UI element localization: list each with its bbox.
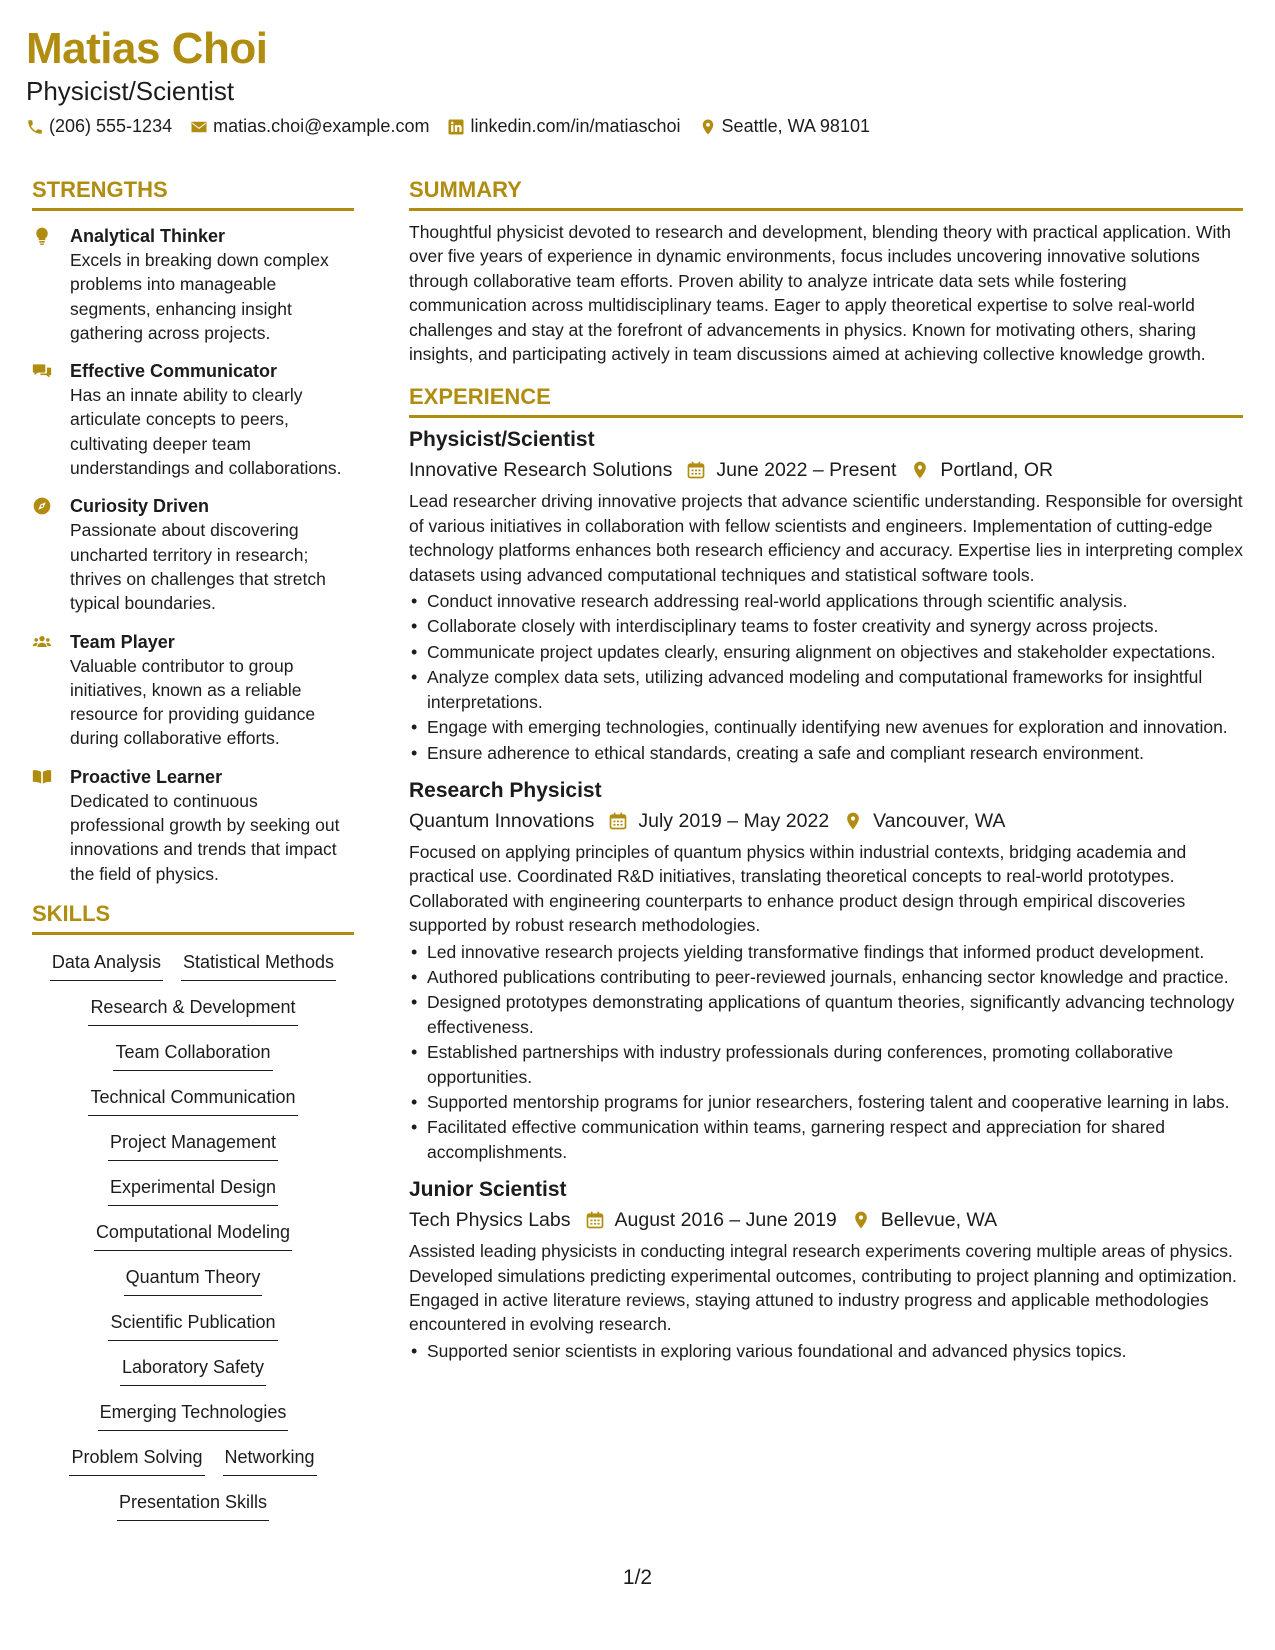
email-link[interactable]: matias.choi@example.com (213, 116, 430, 136)
job-meta (409, 1205, 1243, 1235)
job-dates: June 2022 – Present (716, 459, 897, 482)
skill-tag: Statistical Methods (181, 947, 336, 981)
job-bullet: • Engage with emerging technologies, continually identifying new avenues for exploration and innovation. (409, 715, 1243, 739)
job-bullet: • Designed prototypes demonstrating applications of quantum theories, significantly advancing technology effectiveness. (409, 990, 1243, 1039)
contact-bar (26, 116, 1246, 137)
job-bullet: • Authored publications contributing to peer-reviewed journals, enhancing sector knowledge and practice. (409, 965, 1243, 989)
strength-item (32, 494, 354, 615)
job-company: Tech Physics Labs (409, 1209, 571, 1232)
skills-list (32, 947, 354, 1532)
map-pin-icon (843, 811, 863, 831)
strength-title: Proactive Learner (70, 766, 223, 787)
experience-section (409, 383, 1243, 1363)
contact-email[interactable] (190, 116, 429, 137)
job-company: Innovative Research Solutions (409, 459, 673, 482)
resume-header (26, 24, 1246, 137)
skill-tag: Project Management (108, 1127, 278, 1161)
map-pin-icon (910, 460, 930, 480)
strength-title: Curiosity Driven (70, 496, 210, 517)
calendar-icon (608, 811, 628, 831)
strength-title: Team Player (70, 631, 175, 652)
job-meta (409, 806, 1243, 836)
calendar-icon (686, 460, 706, 480)
candidate-name: Matias Choi (26, 24, 268, 73)
job-bullet: • Led innovative research projects yielding transformative findings that informed product development. (409, 940, 1243, 964)
job-title: Junior Scientist (409, 1178, 567, 1202)
skill-tag: Research & Development (88, 992, 297, 1026)
job-bullet: • Facilitated effective communication within teams, garnering respect and appreciation for shared accomplishments. (409, 1115, 1243, 1164)
calendar-icon (585, 1210, 605, 1230)
job-bullet: • Analyze complex data sets, utilizing advanced modeling and computational frameworks for insightful interpretations. (409, 665, 1243, 714)
page-number: 1/2 (622, 1566, 653, 1589)
job-title: Research Physicist (409, 778, 602, 802)
compass-icon (32, 496, 52, 516)
envelope-icon (190, 118, 208, 136)
strength-item (32, 359, 354, 480)
job-bullet: • Supported mentorship programs for junior researchers, fostering talent and cooperative learning in labs. (409, 1090, 1243, 1114)
skill-tag: Presentation Skills (117, 1487, 269, 1521)
job-location: Bellevue, WA (880, 1209, 998, 1232)
job-entry (409, 777, 1243, 1164)
contact-phone (26, 116, 172, 137)
job-description: Assisted leading physicists in conducting integral research experiments covering multiple areas of physics. Developed simulations predicting experimental outcomes, contributing to project planning and optimization. Engaged in active literature reviews, staying attuned to industry progress and applicable methodologies encountered in evolving research. (409, 1241, 1237, 1335)
skill-tag: Emerging Technologies (98, 1397, 289, 1431)
comments-icon (32, 361, 52, 381)
skills-section (32, 900, 354, 1532)
skill-tag: Computational Modeling (94, 1217, 292, 1251)
job-bullet: • Communicate project updates clearly, ensuring alignment on objectives and stakeholder expectations. (409, 640, 1243, 664)
strength-item (32, 765, 354, 886)
skill-tag: Team Collaboration (113, 1037, 272, 1071)
skill-tag: Laboratory Safety (120, 1352, 266, 1386)
strength-description: Excels in breaking down complex problems into manageable segments, enhancing insight gathering across projects. (70, 250, 329, 343)
job-bullets (409, 1339, 1243, 1363)
job-company: Quantum Innovations (409, 809, 595, 832)
location-text: Seattle, WA 98101 (721, 116, 870, 136)
contact-linkedin[interactable] (447, 116, 680, 137)
linkedin-link[interactable]: linkedin.com/in/matiaschoi (470, 116, 681, 136)
strength-item (32, 630, 354, 751)
job-dates: July 2019 – May 2022 (638, 809, 830, 832)
job-title: Physicist/Scientist (409, 428, 595, 452)
job-entry (409, 426, 1243, 764)
skill-tag: Experimental Design (108, 1172, 278, 1206)
skills-heading: SKILLS (32, 900, 354, 935)
job-dates: August 2016 – June 2019 (614, 1209, 837, 1232)
skill-tag: Quantum Theory (124, 1262, 263, 1296)
job-bullet: • Conduct innovative research addressing real-world applications through scientific analysis. (409, 589, 1243, 613)
strengths-list (32, 224, 354, 886)
left-column (32, 176, 354, 1532)
job-entry (409, 1176, 1243, 1363)
contact-location (699, 116, 870, 137)
experience-heading: EXPERIENCE (409, 383, 1243, 418)
phone-text: (206) 555-1234 (49, 116, 173, 136)
job-location: Portland, OR (940, 459, 1054, 482)
job-description: Focused on applying principles of quantum physics within industrial contexts, bridging academia and practical use. Coordinated R&D initiatives, translating theoretical concepts to real-world prototypes. Collaborated with engineering counterparts to enhance product design through empirical discoveries supported by robust research methodologies. (409, 841, 1187, 936)
summary-text: Thoughtful physicist devoted to research and development, blending theory with practical application. With over five years of experience in dynamic environments, focus includes uncovering innovative solutions through collaborative team efforts. Proven ability to analyze intricate data sets while fostering communication across multidisciplinary teams. Eager to apply theoretical expertise to solve real-world challenges and stay at the forefront of advancements in physics. Known for motivating others, sharing insights, and participating actively in team discussions aimed at achieving collective knowledge growth. (409, 222, 1231, 365)
map-pin-icon (699, 118, 717, 136)
strength-title: Effective Communicator (70, 361, 278, 382)
strength-description: Passionate about discovering uncharted territory in research; thrives on challenges that stretch typical boundaries. (70, 520, 326, 614)
job-meta (409, 455, 1243, 485)
job-description: Lead researcher driving innovative projects that advance scientific understanding. Responsible for oversight of various initiatives in collaboration with fellow scientists and engineers. Implementation of cutting-edge technology platforms enhances both research efficiency and accuracy. Expertise lies in interpreting complex datasets using advanced computational techniques and statistical software tools. (409, 491, 1243, 585)
candidate-title: Physicist/Scientist (26, 76, 235, 106)
skill-tag: Technical Communication (88, 1082, 297, 1116)
skill-tag: Data Analysis (50, 947, 163, 981)
book-icon (32, 767, 52, 787)
skill-tag: Networking (223, 1442, 317, 1476)
strength-title: Analytical Thinker (70, 226, 226, 246)
strengths-heading: STRENGTHS (32, 176, 354, 211)
job-bullet: • Ensure adherence to ethical standards, creating a safe and compliant research environment. (409, 741, 1243, 765)
strength-item (32, 224, 354, 345)
job-location: Vancouver, WA (873, 809, 1006, 832)
job-bullet: • Established partnerships with industry professionals during conferences, promoting collaborative opportunities. (409, 1040, 1243, 1089)
job-bullet: • Supported senior scientists in exploring various foundational and advanced physics topics. (409, 1339, 1243, 1363)
strength-description: Dedicated to continuous professional growth by seeking out innovations and trends that impact the field of physics. (70, 790, 340, 884)
strength-description: Valuable contributor to group initiatives, known as a reliable resource for providing guidance during collaborative efforts. (70, 655, 316, 749)
job-bullets (409, 940, 1243, 1165)
skill-tag: Scientific Publication (108, 1307, 277, 1341)
lightbulb-icon (32, 226, 52, 246)
map-pin-icon (851, 1210, 871, 1230)
strength-description: Has an innate ability to clearly articulate concepts to peers, cultivating deeper team understandings and collaborations. (70, 385, 342, 479)
right-column (409, 176, 1243, 1364)
job-bullets (409, 589, 1243, 765)
skill-tag: Problem Solving (69, 1442, 204, 1476)
linkedin-icon (447, 118, 465, 136)
summary-heading: SUMMARY (409, 176, 1243, 211)
job-bullet: • Collaborate closely with interdisciplinary teams to foster creativity and synergy across projects. (409, 614, 1243, 638)
phone-icon (26, 118, 44, 136)
users-icon (32, 632, 52, 652)
